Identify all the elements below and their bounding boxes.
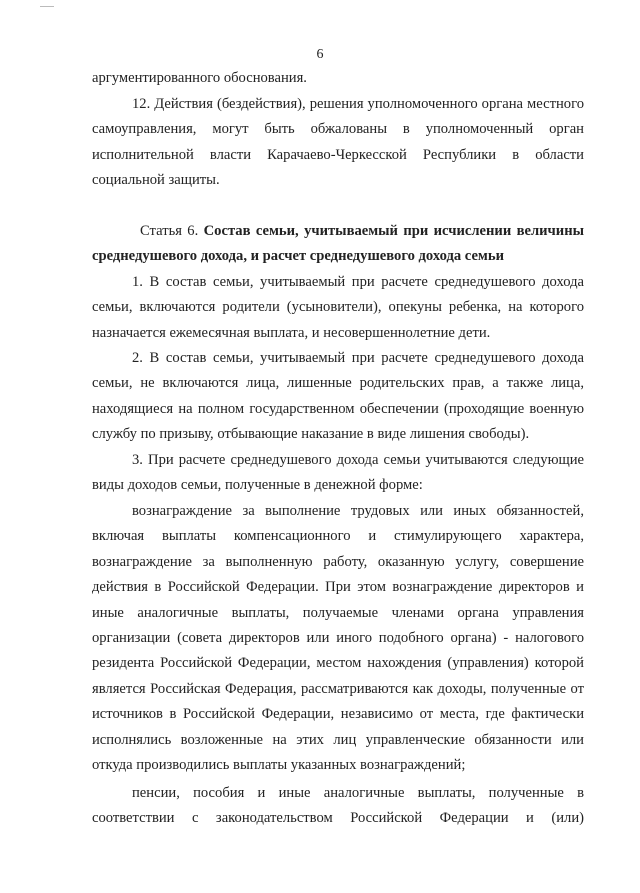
text-line: виды доходов семьи, полученные в денежной форме: bbox=[92, 477, 423, 494]
text-line: 3. При расчете среднедушевого дохода семьи учитываются следующие bbox=[132, 452, 584, 468]
text-line: семьи, не включаются лица, лишенные родительских прав, а также лица, bbox=[92, 375, 584, 392]
heading-prefix: Статья 6. bbox=[140, 223, 204, 239]
text-line: включая выплаты компенсационного и стимулирующего характера, bbox=[92, 528, 584, 545]
text-line: 1. В состав семьи, учитываемый при расчете среднедушевого дохода bbox=[132, 274, 584, 290]
text-line: источников в Российской Федерации, независимо от места, где фактически bbox=[92, 706, 584, 723]
text-line: службу по призыву, отбывающие наказание в виде лишения свободы). bbox=[92, 426, 530, 443]
heading-title: Состав семьи, учитываемый при исчислении величины bbox=[203, 223, 585, 239]
article-heading bbox=[92, 219, 584, 270]
heading-line bbox=[92, 219, 584, 244]
text-line: резидента Российской Федерации, местом нахождения (управления) которой bbox=[92, 655, 584, 672]
text-line: пенсии, пособия и иные аналогичные выплаты, полученные в bbox=[132, 785, 584, 801]
page-number: 6 bbox=[316, 47, 324, 62]
text-line: иные аналогичные выплаты, получаемые членами органа управления bbox=[92, 604, 584, 621]
paragraph bbox=[92, 781, 584, 832]
text-line: является Российская Федерация, рассматриваются как доходы, полученные от bbox=[92, 680, 584, 697]
text-line: аргументированного обоснования. bbox=[92, 70, 307, 86]
text-line: 12. Действия (бездействия), решения уполномоченного органа местного bbox=[132, 96, 584, 112]
text-line: социальной защиты. bbox=[92, 172, 220, 189]
paragraph bbox=[92, 270, 584, 346]
text-line: организации (совета директоров или иного подобного органа) - налогового bbox=[92, 630, 584, 647]
heading-title: среднедушевого дохода, и расчет среднедушевого дохода семьи bbox=[92, 248, 504, 265]
text-line: исполнялись возложенные на этих лиц управленческие обязанности или bbox=[92, 731, 584, 748]
text-line: вознаграждение за выполнение трудовых или иных обязанностей, bbox=[132, 503, 584, 519]
scan-artifact bbox=[40, 6, 54, 7]
paragraph bbox=[92, 448, 584, 499]
paragraph bbox=[92, 66, 584, 91]
text-line: исполнительной власти Карачаево-Черкесской Республики в области bbox=[92, 146, 584, 163]
paragraph bbox=[92, 346, 584, 448]
paragraph bbox=[92, 499, 584, 778]
text-line: назначается ежемесячная выплата, и несовершеннолетние дети. bbox=[92, 324, 491, 341]
text-line: самоуправления, могут быть обжалованы в уполномоченный орган bbox=[92, 121, 584, 138]
text-line: 2. В состав семьи, учитываемый при расчете среднедушевого дохода bbox=[132, 350, 584, 366]
text-line: находящиеся на полном государственном обеспечении (проходящие военную bbox=[92, 400, 584, 417]
text-line: семьи, включаются родители (усыновители), опекуны ребенка, на которого bbox=[92, 299, 584, 316]
heading-line bbox=[92, 244, 584, 269]
paragraph bbox=[92, 92, 584, 194]
text-line: откуда производились выплаты указанных вознаграждений; bbox=[92, 757, 466, 774]
text-line: действия в Российской Федерации. При этом вознаграждение директоров и bbox=[92, 579, 584, 596]
text-line: соответствии с законодательством Российской Федерации и (или) bbox=[92, 810, 584, 827]
text-line: вознаграждение за выполненную работу, оказанную услугу, совершение bbox=[92, 553, 584, 570]
